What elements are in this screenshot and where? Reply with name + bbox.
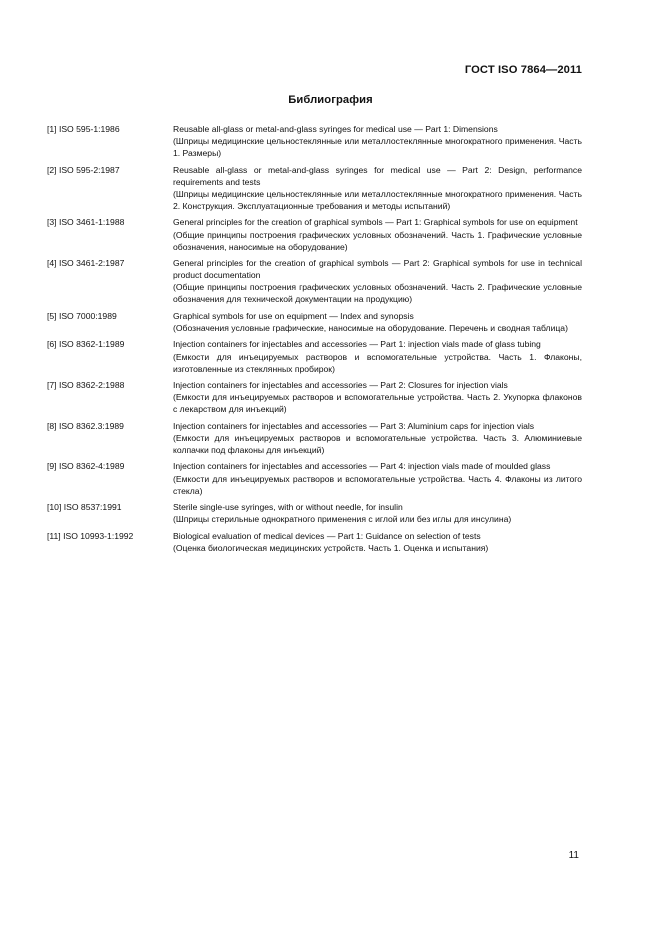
bibliography-entry — [47, 501, 582, 525]
entry-title-ru: (Шприцы медицинские цельностеклянные или металлостеклянные многократного применения. Часть 2. Конструкция. Эксплуатационные требования и методы испытаний) — [173, 188, 582, 211]
entry-title-en: Injection containers for injectables and accessories — Part 1: injection vials made of glass tubing — [173, 339, 541, 350]
bibliography-entry — [47, 338, 582, 374]
entry-body — [173, 379, 582, 415]
entry-title-en: Reusable all-glass or metal-and-glass syringes for medical use — Part 2: Design, performance requirements and tests — [173, 164, 582, 187]
entry-title-ru: (Емкости для инъецируемых растворов и вспомогательные устройства. Часть 1. Флаконы, изготовленные из стеклянных пробирок) — [173, 351, 582, 374]
page-title: Библиография — [288, 94, 373, 106]
entry-body — [173, 123, 582, 159]
entry-reference: [8] ISO 8362.3:1989 — [47, 420, 124, 431]
entry-title-en: General principles for the creation of graphical symbols — Part 2: Graphical symbols for use in technical product documentation — [173, 258, 582, 281]
bibliography-entry — [47, 530, 582, 554]
entry-body — [173, 257, 582, 305]
entry-reference: [6] ISO 8362-1:1989 — [47, 339, 125, 350]
entry-title-ru: (Общие принципы построения графических условных обозначений. Часть 1. Графические условные обозначения, наносимые на оборудование) — [173, 229, 582, 252]
entry-body — [173, 216, 582, 252]
bibliography-entry — [47, 123, 582, 159]
entry-body — [173, 420, 582, 456]
entry-title-ru: (Емкости для инъецируемых растворов и вспомогательные устройства. Часть 3. Алюминиевые колпачки под флаконы для инъекций) — [173, 432, 582, 455]
entry-title-ru: (Оценка биологическая медицинских устройств. Часть 1. Оценка и испытания) — [173, 542, 489, 553]
entry-reference: [7] ISO 8362-2:1988 — [47, 380, 125, 391]
entry-body — [173, 460, 582, 496]
entry-body — [173, 164, 582, 212]
entry-body — [173, 501, 582, 525]
entry-title-en: Injection containers for injectables and accessories — Part 4: injection vials made of moulded glass — [173, 461, 551, 472]
entry-body — [173, 530, 582, 554]
bibliography-entry — [47, 379, 582, 415]
entry-title-ru: (Шприцы медицинские цельностеклянные или металлостеклянные многократного применения. Часть 1. Размеры) — [173, 136, 582, 159]
entry-title-ru: (Обозначения условные графические, наносимые на оборудование. Перечень и сводная таблица) — [173, 322, 568, 333]
entry-reference: [11] ISO 10993-1:1992 — [47, 530, 134, 541]
entry-reference: [9] ISO 8362-4:1989 — [47, 461, 125, 472]
entry-title-en: General principles for the creation of graphical symbols — Part 1: Graphical symbols for use on equipment — [173, 217, 578, 228]
bibliography-entry — [47, 216, 582, 252]
entry-reference: [1] ISO 595-1:1986 — [47, 124, 120, 134]
entry-title-en: Biological evaluation of medical devices — Part 1: Guidance on selection of tests — [173, 530, 481, 541]
entry-title-ru: (Шприцы стерильные однократного применения с иглой или без иглы для инсулина) — [173, 514, 512, 525]
entry-title-ru: (Общие принципы построения графических условных обозначений. Часть 2. Графические условные обозначения для технической документации на продукцию) — [173, 282, 582, 305]
entry-title-en: Reusable all-glass or metal-and-glass syringes for medical use — Part 1: Dimensions — [173, 124, 498, 134]
bibliography-entry — [47, 420, 582, 456]
entry-title-ru: (Емкости для инъецируемых растворов и вспомогательные устройства. Часть 4. Флаконы из литого стекла) — [173, 473, 582, 496]
bibliography-entry — [47, 257, 582, 305]
entry-reference: [4] ISO 3461-2:1987 — [47, 258, 125, 269]
bibliography-entry — [47, 164, 582, 212]
entry-reference: [10] ISO 8537:1991 — [47, 502, 122, 513]
page-number: 11 — [568, 850, 579, 861]
bibliography-list — [47, 123, 582, 558]
entry-reference: [2] ISO 595-2:1987 — [47, 164, 120, 175]
entry-title-en: Sterile single-use syringes, with or without needle, for insulin — [173, 502, 403, 513]
entry-title-en: Injection containers for injectables and accessories — Part 3: Aluminium caps for injection vials — [173, 420, 535, 431]
bibliography-entry — [47, 310, 582, 334]
entry-body — [173, 310, 582, 334]
entry-reference: [3] ISO 3461-1:1988 — [47, 217, 125, 228]
standard-header: ГОСТ ISO 7864—2011 — [464, 64, 582, 76]
entry-reference: [5] ISO 7000:1989 — [47, 310, 117, 321]
entry-title-ru: (Емкости для инъецируемых растворов и вспомогательные устройства. Часть 2. Укупорка флаконов с лекарством для инъекций) — [173, 392, 582, 415]
entry-title-en: Injection containers for injectables and accessories — Part 2: Closures for injection vials — [173, 380, 508, 391]
entry-body — [173, 338, 582, 374]
bibliography-entry — [47, 460, 582, 496]
entry-title-en: Graphical symbols for use on equipment — Index and synopsis — [173, 310, 414, 321]
